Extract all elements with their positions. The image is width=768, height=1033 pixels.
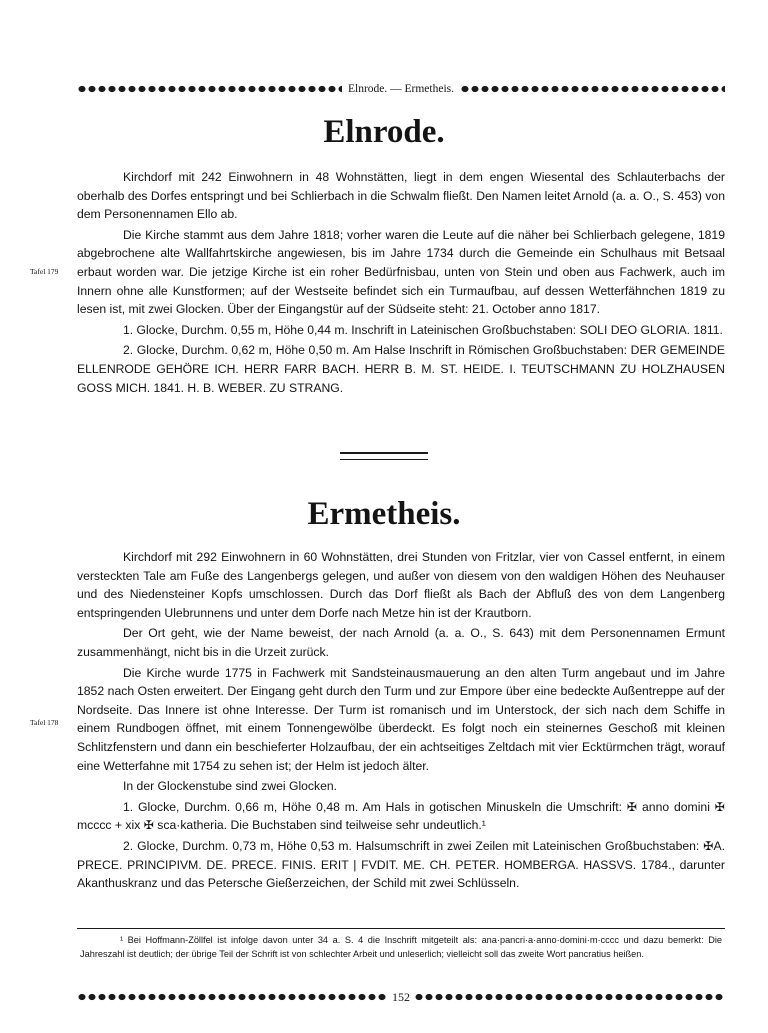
section-separator [340, 452, 428, 460]
bell-entry: 1. Glocke, Durchm. 0,66 m, Höhe 0,48 m. Am Hals in gotischen Minuskeln die Umschrift: ✠ anno domini ✠ mcccc + xix ✠ sca·katheria. Die Buchstaben sind teilweise sehr undeutlich.¹ [77, 799, 725, 833]
paragraph: Die Kirche stammt aus dem Jahre 1818; vorher waren die Leute auf die näher bei Schlierbach gelegene, 1819 abgebrochene alte Wallfahrtskirche angewiesen, bis im Jahre 1734 durch die Gemeinde ein Schulhaus mit Betsaal erbaut worden war. Die jetzige Kirche ist ein roher Bedürfnisbau, unten von Stein und oben aus Fachwerk, auch im Innern ohne alle Kunstformen; auf der Westseite befindet sich ein Turmaufbau, auf dessen Wetterfähnchen 1819 zu lesen ist, mit zwei Glocken. Über der Eingangstür auf der Südseite steht: 21. October anno 1817. [77, 227, 725, 317]
margin-note-plate: Tafel 178 [30, 718, 59, 727]
ornament-right-icon [414, 992, 725, 1002]
footnote: ¹ Bei Hoffmann-Zöllfel ist infolge davon unter 34 a. S. 4 die Inschrift mitgeteilt als: ana·pancri·a·anno·domini·m·cccc und dazu bemerkt: Die Jahreszahl ist deutlich; der übrige Teil der Schrift ist von schlechter Arbeit und unleserlich; vielleicht soll das zweite Wort pancratius heißen. [80, 935, 722, 959]
ornament-left-icon [77, 84, 342, 94]
running-head-row [77, 82, 725, 96]
running-head: Elnrode. — Ermetheis. [347, 83, 455, 95]
section-title-ermetheis: Ermetheis. [307, 496, 461, 532]
footnote-rule [77, 928, 725, 929]
bell-entry: 1. Glocke, Durchm. 0,55 m, Höhe 0,44 m. Inschrift in Lateinischen Großbuchstaben: SOLI DEO GLORIA. 1811. [123, 322, 723, 337]
ornament-left-icon [77, 992, 388, 1002]
section-body-ermetheis [77, 548, 725, 893]
bell-entry: 2. Glocke, Durchm. 0,73 m, Höhe 0,53 m. Halsumschrift in zwei Zeilen mit Lateinischen Großbuchstaben: ✠A. PRECE. PRINCIPIVM. DE. PRECE. FINIS. ERIT | FVDIT. ME. CH. PETER. HOMBERGA. HASSVS. 1784., darunter Akanthuskranz und das Petersche Gießerzeichen, der Schild mit zwei Schlüsseln. [77, 838, 725, 891]
ornament-right-icon [460, 84, 725, 94]
paragraph: In der Glockenstube sind zwei Glocken. [123, 779, 338, 794]
bell-entry: 2. Glocke, Durchm. 0,62 m, Höhe 0,50 m. Am Halse Inschrift in Römischen Großbuchstaben: DER GEMEINDE ELLENRODE GEHÖRE ICH. HERR FARR BACH. HERR B. M. ST. HEIDE. I. TEUTSCHMANN ZU HOLZHAUSEN GOSS MICH. 1841. H. B. WEBER. ZU STRANG. [77, 343, 725, 395]
margin-note-plate: Tafel 179 [30, 267, 59, 276]
page-number: 152 [392, 989, 410, 1004]
page-foot-row [77, 990, 725, 1004]
paragraph: Der Ort geht, wie der Name beweist, der nach Arnold (a. a. O., S. 643) mit dem Personennamen Ermunt zusammenhängt, nicht bis in die Urzeit zurück. [77, 626, 725, 659]
paragraph: Kirchdorf mit 292 Einwohnern in 60 Wohnstätten, drei Stunden von Fritzlar, vier von Cassel entfernt, in einem versteckten Tale am Fuße des Langenbergs gelegen, und außer von diesem von den waldigen Höhen des Neuhauser und des Niedensteiner Kopfs umschlossen. Durch das Dorf fließt als Bach der Abfluß des von dem Langenberg entspringenden Ulebrunnens und unter dem Dorfe nach Metze hin ist der Krautborn. [77, 550, 725, 620]
paragraph: Die Kirche wurde 1775 in Fachwerk mit Sandsteinausmauerung an den alten Turm angebaut und im Jahre 1852 nach Osten erweitert. Der Eingang geht durch den Turm und zur Empore über eine bedeckte Außentreppe auf der Nordseite. Das Innere ist ohne Interesse. Der Turm ist romanisch und im Unterstock, der sich nach dem Schiffe in einem Rundbogen öffnet, mit einem Tonnengewölbe überdeckt. Es folgt noch ein steinernes Geschoß mit kleinen Schlitzfenstern und dann ein beschieferter Holzaufbau, der ein achtseitiges Zeltdach mit vier Ecktürmchen trägt, worauf eine Wetterfahne mit 1754 zu sehen ist; der Helm ist jedoch älter. [77, 665, 725, 773]
paragraph: Kirchdorf mit 242 Einwohnern in 48 Wohnstätten, liegt in dem engen Wiesental des Schlauterbachs der oberhalb des Dorfes entspringt und bei Schlierbach in die Schwalm fließt. Den Namen leitet Arnold (a. a. O., S. 453) von dem Personennamen Ello ab. [77, 170, 725, 222]
section-body-elnrode [77, 168, 725, 397]
section-title-elnrode: Elnrode. [323, 114, 445, 150]
